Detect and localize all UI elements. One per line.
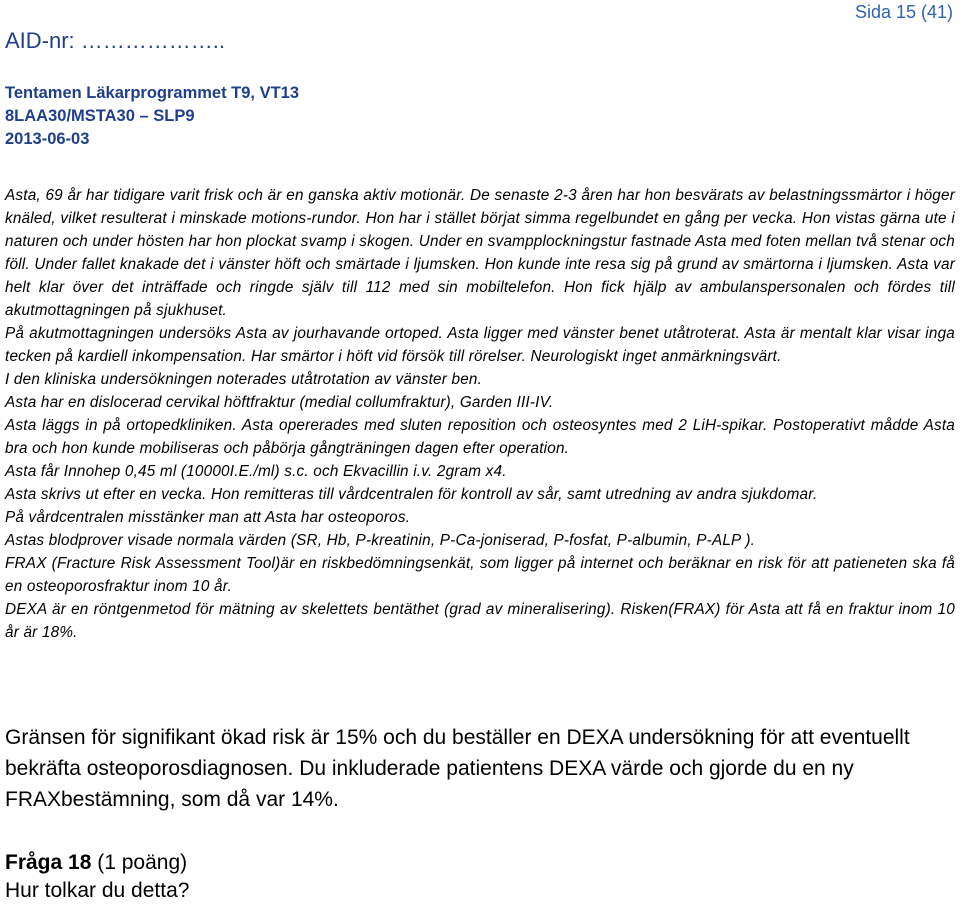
frax-paragraph: FRAX (Fracture Risk Assessment Tool)är en riskbedömningsenkät, som ligger på internet och beräknar en risk för att patieneten ska få en osteoporosfraktur inom 10 år. — [5, 555, 955, 595]
diagnosis-paragraph: Asta har en dislocerad cervikal höftfraktur (medial collumfraktur), Garden III-IV. — [5, 394, 554, 411]
question-label: Fråga 18 — [5, 851, 92, 874]
clinical-finding-paragraph: I den kliniska undersökningen noterades utåtrotation av vänster ben. — [5, 371, 483, 388]
exam-header — [5, 82, 299, 151]
blood-tests-paragraph: Astas blodprover visade normala värden (SR, Hb, P-kreatinin, P-Ca-joniserad, P-fosfat, P-albumin, P-ALP ). — [5, 532, 756, 549]
question-prompt: Hur tolkar du detta? — [5, 879, 190, 902]
case-intro-paragraph: Asta, 69 år har tidigare varit frisk och är en ganska aktiv motionär. De senaste 2-3 åren har hon besvärats av belastningssmärtor i höger knäled, vilket resulterat i minskade motions-rundor. Hon har i stället börjat simma regelbundet en gång per vecka. Hon vistas gärna ute i naturen och under hösten har hon plockat svamp i skogen. Under en svampplockningstur fastnade Asta med foten mellan två stenar och föll. Under fallet knakade det i vänster höft och smärtade i ljumsken. Hon kunde inte resa sig på grund av smärtorna i ljumsken. Asta var helt klar över det inträffade och ringde själv till 112 med sin mobiltelefon. Hon fick hjälp av ambulanspersonalen och fördes till akutmottagningen på sjukhuset. — [5, 187, 955, 319]
question-heading — [5, 849, 189, 905]
emergency-exam-paragraph: På akutmottagningen undersöks Asta av jourhavande ortoped. Asta ligger med vänster benet utåtroterat. Asta är mentalt klar visar inga tecken på kardiell inkompensation. Har smärtor i höft vid försök till rörelser. Neurologiskt inget anmärkningsvärt. — [5, 325, 955, 365]
suspicion-paragraph: På vårdcentralen misstänker man att Asta har osteoporos. — [5, 509, 411, 526]
course-code: 8LAA30/MSTA30 – SLP9 — [5, 107, 195, 125]
medication-paragraph: Asta får Innohep 0,45 ml (10000I.E./ml) s.c. och Ekvacillin i.v. 2gram x4. — [5, 463, 507, 480]
aid-number-field: AID-nr: ……………….. — [5, 28, 226, 53]
exam-title: Tentamen Läkarprogrammet T9, VT13 — [5, 84, 300, 102]
surgery-paragraph: Asta läggs in på ortopedkliniken. Asta opererades med sluten reposition och osteosyntes med 2 LiH-spikar. Postoperativt mådde Asta bra och hon kunde mobiliseras och påbörja gångträningen dagen efter operation. — [5, 417, 955, 457]
exam-date: 2013-06-03 — [5, 130, 90, 148]
question-context: Gränsen för signifikant ökad risk är 15% och du beställer en DEXA undersökning för att eventuellt bekräfta osteoporosdiagnosen. Du inkluderade patientens DEXA värde och gjorde du en ny FRAXbestämning, som då var 14%. — [5, 726, 910, 811]
dexa-paragraph: DEXA är en röntgenmetod för mätning av skelettets bentäthet (grad av mineralisering). Risken(FRAX) för Asta att få en fraktur inom 10 år är 18%. — [5, 601, 955, 641]
question-points: (1 poäng) — [97, 851, 188, 874]
case-description — [5, 184, 955, 644]
page-number: Sida 15 (41) — [854, 2, 953, 22]
discharge-paragraph: Asta skrivs ut efter en vecka. Hon remitteras till vårdcentralen för kontroll av sår, samt utredning av andra sjukdomar. — [5, 486, 818, 503]
